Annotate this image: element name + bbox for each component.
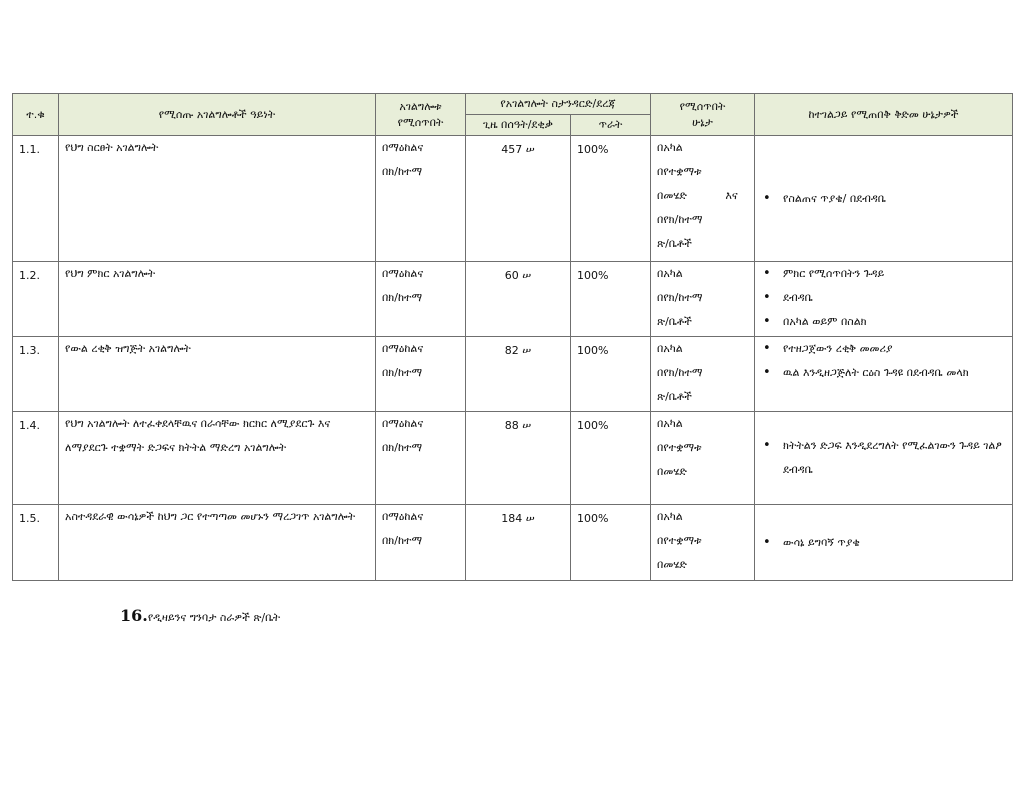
- table-row: [13, 412, 1013, 505]
- header-service-type: የሚሰጡ አገልግሎቶች ዓይነት: [59, 94, 376, 136]
- header-time: ጊዜ በሰዓት/ደቂቃ: [466, 115, 571, 136]
- requirements-cell: [755, 136, 1013, 262]
- provider-line: በክ/ከተማ: [382, 534, 423, 547]
- header-no: ተ.ቁ: [13, 94, 59, 136]
- provider-cell: [376, 136, 466, 262]
- requirement-item: • ዉል እንዲዘጋጅለት ርዕስ ጉዳዩ በደብዳቤ መላክ: [783, 361, 1006, 385]
- quality-value: 100%: [571, 337, 651, 412]
- mode-line: ጽ/ቤቶች: [657, 237, 692, 250]
- time-value: 184 ሠ: [466, 505, 571, 581]
- provider-cell: [376, 412, 466, 505]
- row-number: 1.2.: [13, 262, 59, 337]
- mode-line: በየክ/ከተማ: [657, 291, 703, 304]
- provider-cell: [376, 262, 466, 337]
- requirement-item: • ክትትልን ድጋፍ እንዲደረግለት የሚፈልገውን ጉዳይ ገልፆ ደብዳቤ: [783, 434, 1006, 482]
- requirements-cell: [755, 412, 1013, 505]
- requirements-cell: [755, 262, 1013, 337]
- requirements-list: [783, 262, 1006, 334]
- provider-cell: [376, 337, 466, 412]
- provider-line: በማዕከልና: [382, 417, 424, 430]
- requirements-cell: [755, 337, 1013, 412]
- provider-line: በክ/ከተማ: [382, 441, 423, 454]
- mode-line: በየክ/ከተማ: [657, 213, 703, 226]
- quality-value: 100%: [571, 136, 651, 262]
- service-name: የህግ ስርፀት አገልግሎት: [59, 136, 376, 262]
- time-value: 82 ሠ: [466, 337, 571, 412]
- provider-cell: [376, 505, 466, 581]
- time-value: 457 ሠ: [466, 136, 571, 262]
- mode-line: በመሄድ: [657, 465, 687, 478]
- service-name: አስተዳደራዊ ውሳኔዎች ከህግ ጋር የተጣጣመ መሆኑን ማረጋገጥ አገልግሎት: [59, 505, 376, 581]
- header-provider: አገልግሎቱ የሚሰጥበት: [376, 94, 466, 136]
- time-value: 60 ሠ: [466, 262, 571, 337]
- requirements-cell: [755, 505, 1013, 581]
- mode-line: በአካል: [657, 510, 683, 523]
- mode-line: በመሄድ: [657, 558, 687, 571]
- mode-line: በአካል: [657, 417, 683, 430]
- provider-line: በማዕከልና: [382, 141, 424, 154]
- header-quality: ጥራት: [571, 115, 651, 136]
- row-number: 1.4.: [13, 412, 59, 505]
- requirement-item: • የስልጠና ጥያቄ/ በደብዳቤ: [783, 187, 1006, 211]
- mode-cell: [651, 337, 755, 412]
- provider-line: በማዕከልና: [382, 267, 424, 280]
- quality-value: 100%: [571, 262, 651, 337]
- mode-line: በአካል: [657, 141, 683, 154]
- provider-line: በማዕከልና: [382, 342, 424, 355]
- table-row: [13, 262, 1013, 337]
- services-table: [12, 93, 1013, 581]
- header-standard: የአገልግሎት ስታንዳርድ/ደረጃ: [466, 94, 651, 115]
- mode-line: በየክ/ከተማ: [657, 366, 703, 379]
- mode-line: በመሄድ እና: [657, 189, 738, 202]
- provider-line: በክ/ከተማ: [382, 366, 423, 379]
- service-name: የህግ አገልግሎት ለተፈቀደላቸዉና በራሳቸው ክርክር ለሚያደርጉ እና ለማያደርጉ ተቋማት ድጋፍና ክትትል ማድረግ አገልግሎት: [59, 412, 376, 505]
- section-heading: [120, 606, 280, 625]
- mode-line: በአካል: [657, 267, 683, 280]
- section-number: 16.: [120, 606, 148, 625]
- mode-line: ጽ/ቤቶች: [657, 390, 692, 403]
- quality-value: 100%: [571, 505, 651, 581]
- mode-line: ጽ/ቤቶች: [657, 315, 692, 328]
- mode-line: በየተቋማቱ: [657, 441, 702, 454]
- service-name: የውል ረቂቅ ዝግጅት አገልግሎት: [59, 337, 376, 412]
- service-name: የህግ ምክር አገልግሎት: [59, 262, 376, 337]
- requirement-item: • ምክር የሚሰጥበትን ጉዳይ: [783, 262, 1006, 286]
- provider-line: በክ/ከተማ: [382, 165, 423, 178]
- provider-line: በክ/ከተማ: [382, 291, 423, 304]
- row-number: 1.5.: [13, 505, 59, 581]
- requirement-item: • የተዘጋጀውን ረቂቅ መመሪያ: [783, 337, 1006, 361]
- row-number: 1.3.: [13, 337, 59, 412]
- requirement-item: • ደብዳቤ: [783, 286, 1006, 310]
- mode-cell: [651, 505, 755, 581]
- mode-cell: [651, 136, 755, 262]
- table-row: [13, 505, 1013, 581]
- requirement-item: • በአካል ወይም በስልክ: [783, 310, 1006, 334]
- header-mode: የሚሰጥበት ሁኔታ: [651, 94, 755, 136]
- quality-value: 100%: [571, 412, 651, 505]
- requirements-list: [783, 531, 1006, 555]
- requirements-list: [783, 434, 1006, 482]
- header-requirements: ከተገልጋይ የሚጠበቅ ቅድመ ሁኔታዎች: [755, 94, 1013, 136]
- mode-line: በየተቋማቱ: [657, 534, 702, 547]
- mode-cell: [651, 412, 755, 505]
- mode-line: በአካል: [657, 342, 683, 355]
- provider-line: በማዕከልና: [382, 510, 424, 523]
- table-row: [13, 136, 1013, 262]
- mode-line: በየተቋማቱ: [657, 165, 702, 178]
- section-title: የዲዛይንና ግንባታ ስራዎች ጽ/ቤት: [147, 611, 281, 624]
- requirement-item: • ውሳኔ ይግባኝ ጥያቄ: [783, 531, 1006, 555]
- mode-cell: [651, 262, 755, 337]
- requirements-list: [783, 187, 1006, 211]
- time-value: 88 ሠ: [466, 412, 571, 505]
- row-number: 1.1.: [13, 136, 59, 262]
- requirements-list: [783, 337, 1006, 385]
- table-row: [13, 337, 1013, 412]
